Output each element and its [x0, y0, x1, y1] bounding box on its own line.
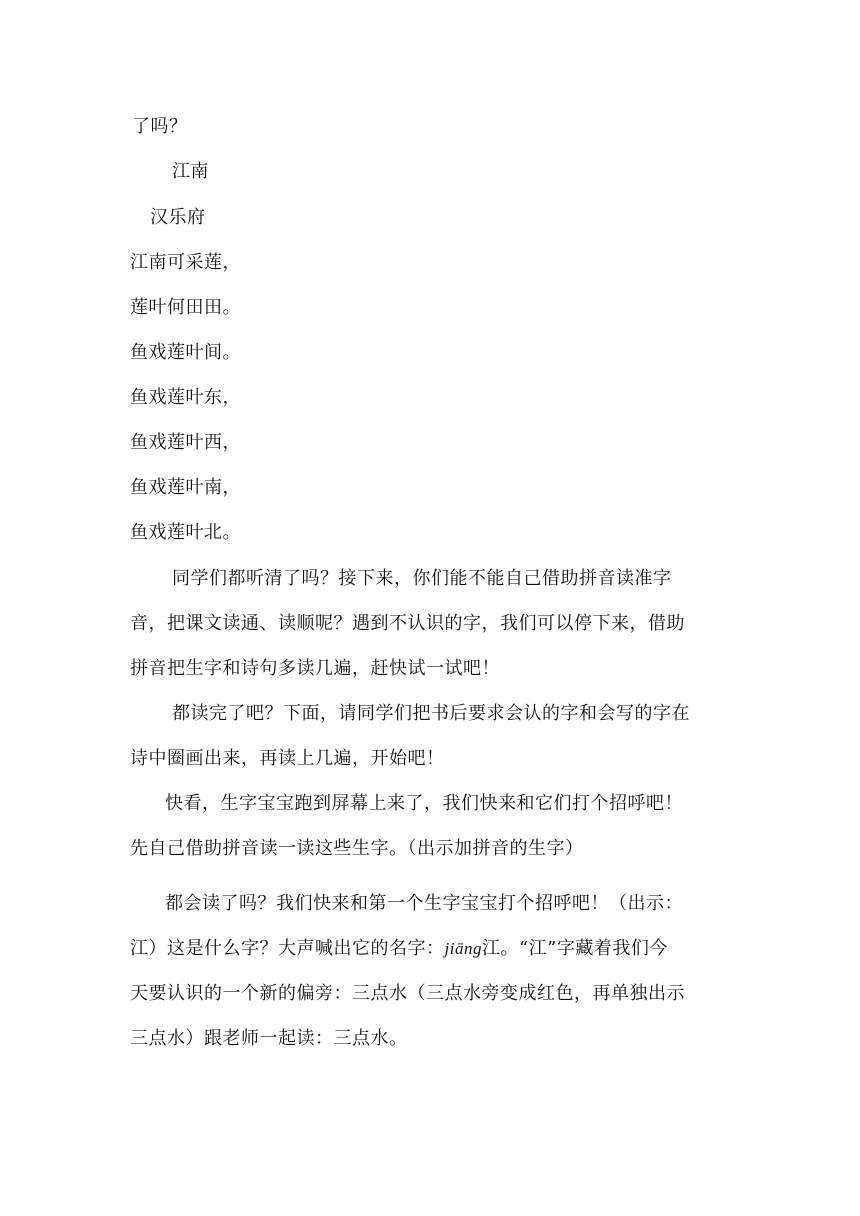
paragraph-text: 江。“江”字藏着我们今 — [481, 938, 668, 959]
poem-author: 汉乐府 — [150, 207, 206, 228]
paragraph-line: 音，把课文读通、读顺呢？遇到不认识的字，我们可以停下来，借助 — [130, 613, 685, 634]
paragraph-line: 都会读了吗？我们快来和第一个生字宝宝打个招呼吧！（出示： — [165, 893, 683, 914]
paragraph-line: 天要认识的一个新的偏旁：三点水（三点水旁变成红色，再单独出示 — [130, 983, 685, 1004]
poem-title: 江南 — [172, 161, 209, 182]
poem-line: 江南可采莲， — [130, 252, 241, 273]
poem-line: 鱼戏莲叶西， — [130, 432, 241, 453]
paragraph-line: 诗中圈画出来，再读上几遍，开始吧！ — [130, 748, 445, 769]
intro-tail-text: 了吗？ — [132, 116, 188, 137]
paragraph-line: 拼音把生字和诗句多读几遍，赶快试一试吧！ — [130, 658, 500, 679]
paragraph-line: 同学们都听清了吗？接下来，你们能不能自己借助拼音读准字 — [172, 568, 672, 589]
pinyin-jiang: jiāng — [444, 939, 482, 958]
poem-line: 鱼戏莲叶东， — [130, 387, 241, 408]
paragraph-line: 快看，生字宝宝跑到屏幕上来了，我们快来和它们打个招呼吧！ — [165, 793, 683, 814]
paragraph-line: 三点水）跟老师一起读：三点水。 — [130, 1028, 408, 1049]
paragraph-line — [130, 938, 668, 960]
poem-line: 鱼戏莲叶南， — [130, 477, 241, 498]
paragraph-line: 都读完了吧？下面，请同学们把书后要求会认的字和会写的字在 — [172, 703, 690, 724]
poem-line: 鱼戏莲叶北。 — [130, 522, 241, 543]
poem-line: 莲叶何田田。 — [130, 297, 241, 318]
poem-line: 鱼戏莲叶间。 — [130, 342, 241, 363]
paragraph-text: 江）这是什么字？大声喊出它的名字： — [130, 938, 445, 959]
paragraph-line: 先自己借助拼音读一读这些生字。（出示加拼音的生字） — [130, 838, 584, 859]
